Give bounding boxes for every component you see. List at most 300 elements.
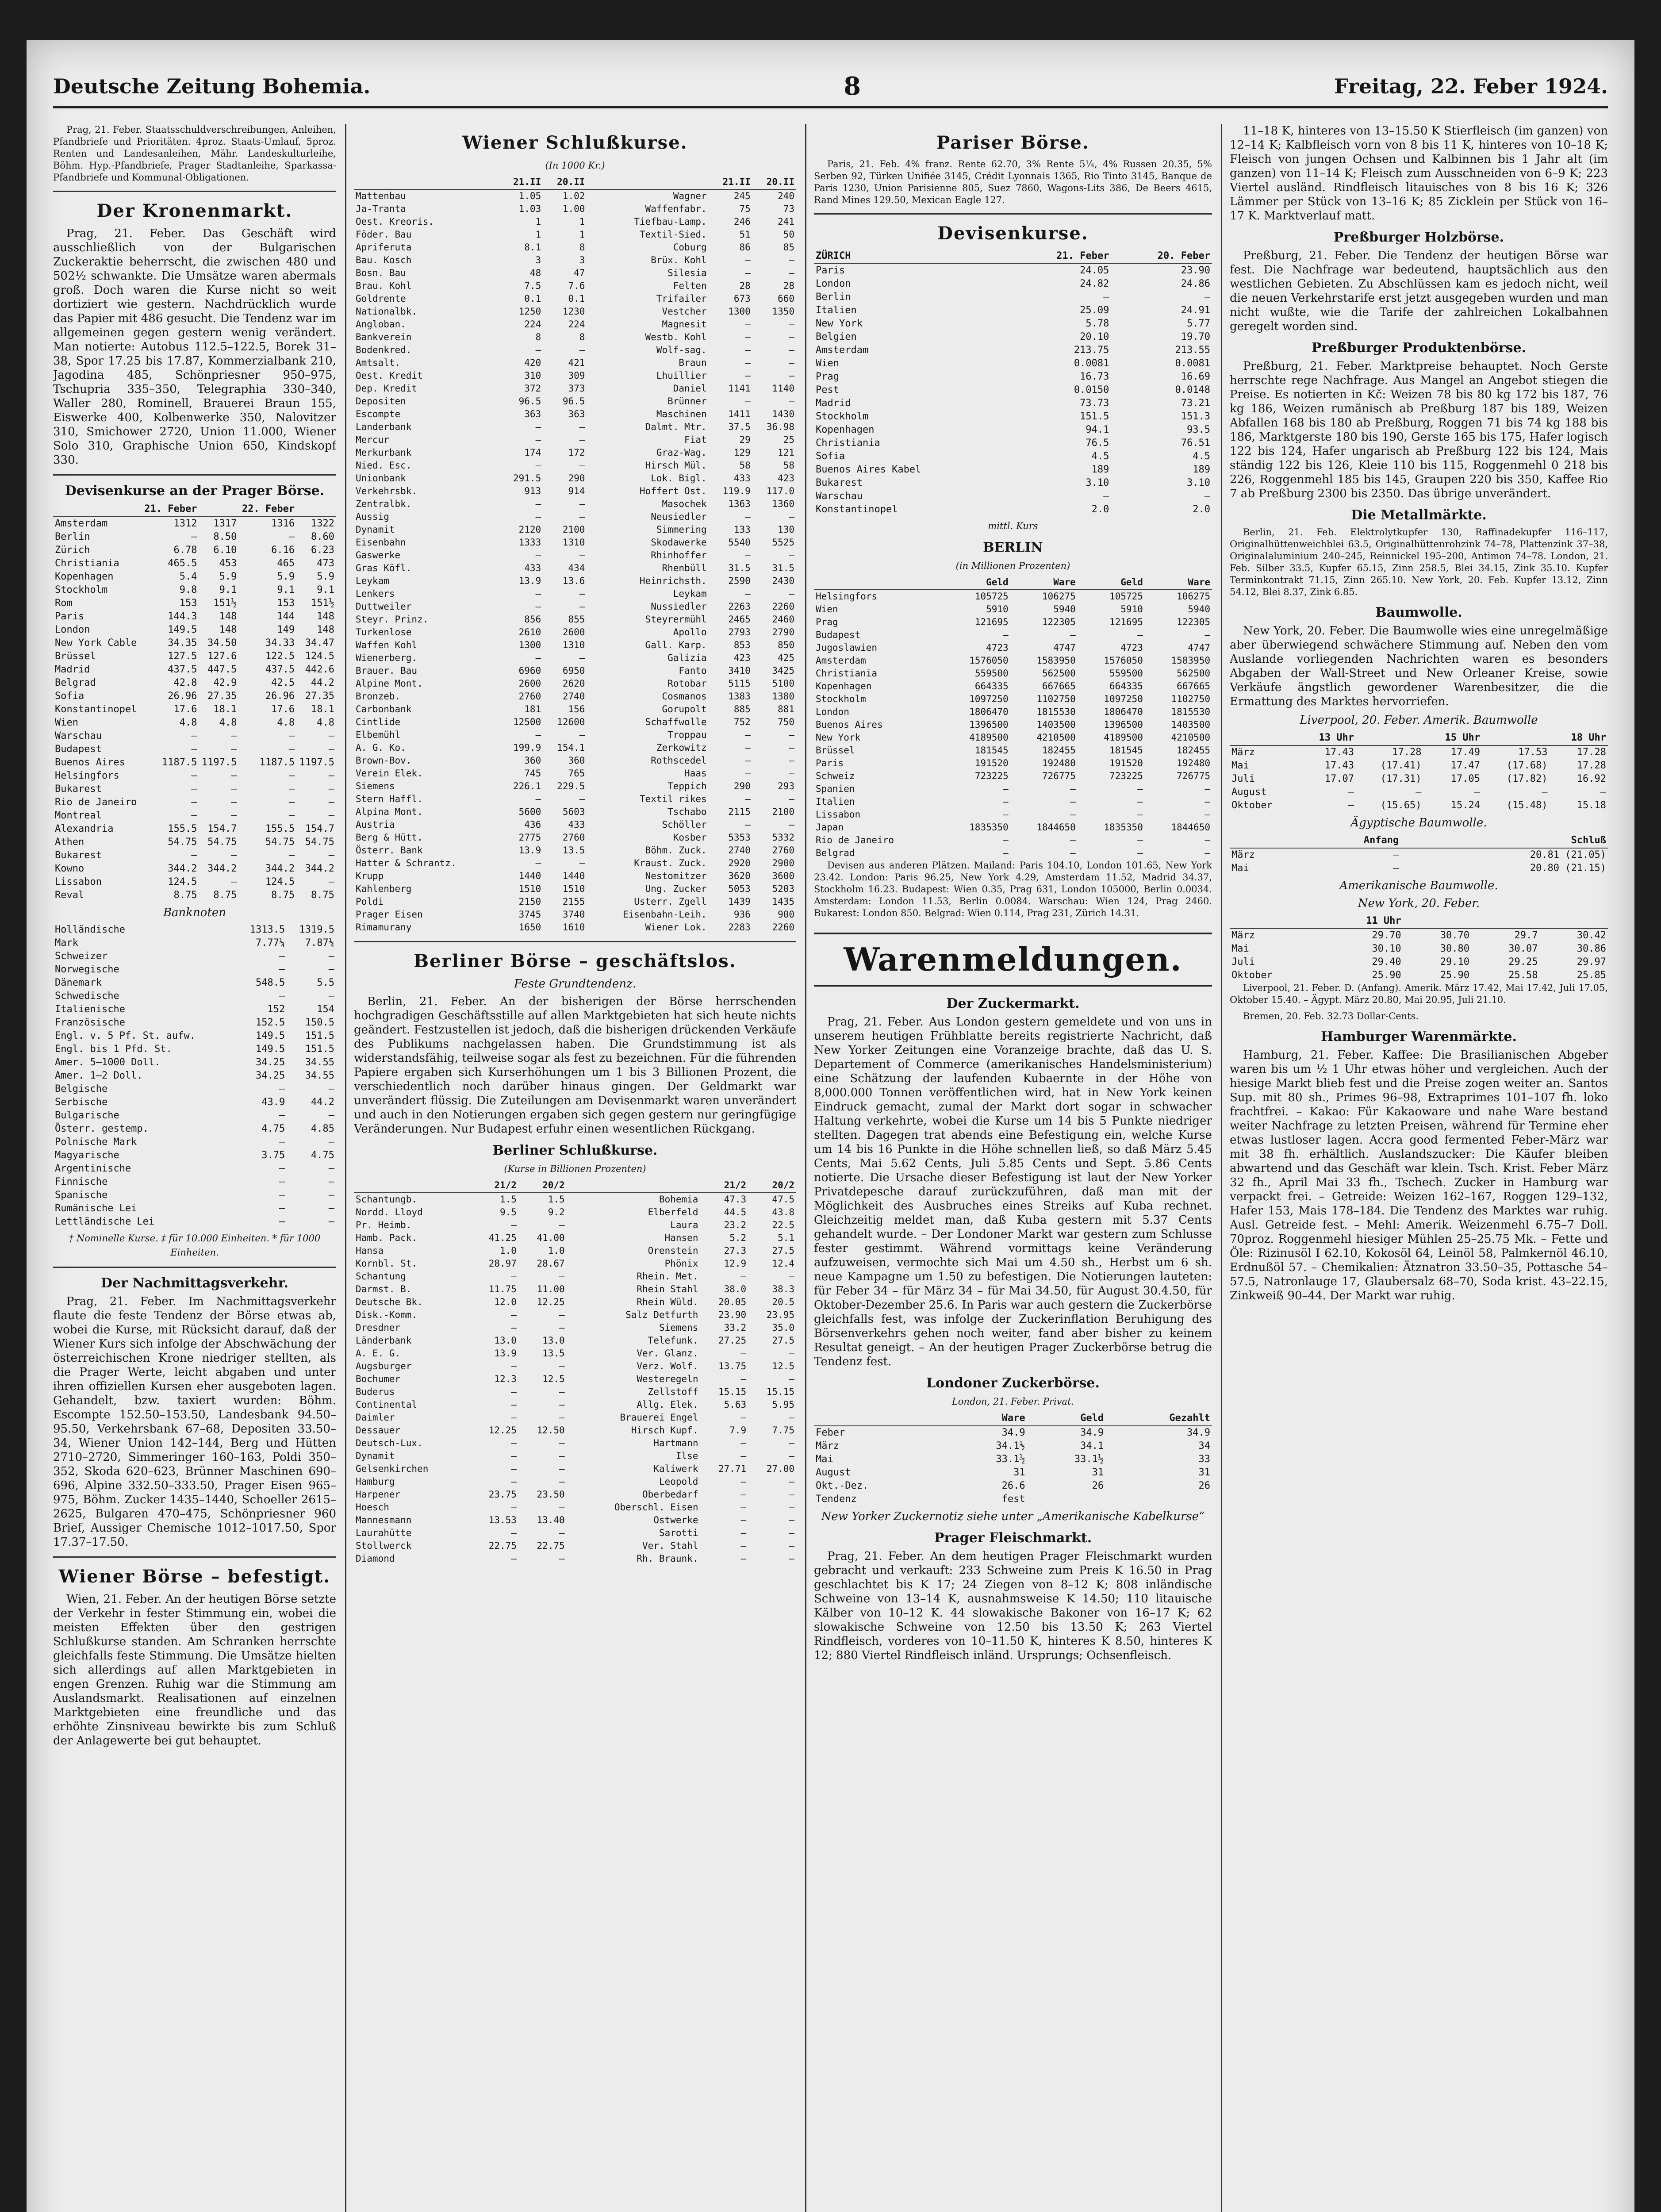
- table-header-cell: Geld: [1027, 1411, 1105, 1426]
- table-cell: 12.5: [542, 1374, 565, 1384]
- table-cell: 5603: [562, 806, 585, 817]
- table-cell: —: [279, 1216, 285, 1227]
- table-cell: 47.3: [724, 1194, 747, 1205]
- table-cell: Laurahütte: [356, 1528, 412, 1538]
- table-row: [354, 318, 796, 331]
- table-row: [354, 767, 796, 780]
- table-cell: 44.2: [311, 677, 334, 688]
- table-row: [354, 716, 796, 729]
- table-cell: Rotobar: [667, 678, 707, 689]
- table-cell: 15.15: [718, 1386, 747, 1397]
- table-cell: Cosmanos: [662, 691, 707, 702]
- table-cell: Maschinen: [656, 409, 707, 419]
- table-cell: Unionbank: [356, 473, 406, 484]
- table-cell: Budapest: [55, 744, 102, 755]
- table-cell: 6.23: [311, 545, 334, 556]
- table-cell: 2590: [728, 576, 751, 586]
- table-cell: Orenstein: [648, 1245, 698, 1256]
- table-cell: 34.50: [207, 637, 237, 649]
- table-cell: 27.25: [718, 1335, 747, 1346]
- table-cell: 8.60: [311, 531, 334, 542]
- table-cell: —: [535, 345, 541, 355]
- table-cell: 13.0: [542, 1335, 565, 1346]
- table-cell: New York: [816, 732, 861, 743]
- table-row: [814, 370, 1212, 384]
- table-cell: Rh. Braunk.: [637, 1553, 698, 1564]
- table-cell: Norwegische: [55, 964, 119, 975]
- table-cell: 2263: [728, 601, 751, 612]
- table-cell: Fiat: [684, 434, 707, 445]
- table-cell: 913: [524, 486, 541, 496]
- table-row: [354, 1206, 796, 1219]
- table-cell: 117.0: [766, 486, 794, 496]
- table-cell: 3.75: [261, 1150, 285, 1161]
- table-cell: 30.80: [1440, 943, 1470, 954]
- table-cell: 4210500: [1171, 732, 1210, 743]
- table-cell: 224: [524, 319, 541, 330]
- table-cell: 1576050: [969, 655, 1009, 666]
- table-cell: 9.1: [277, 584, 295, 595]
- table-cell: Rhein. Met.: [637, 1271, 698, 1282]
- table-cell: 13.5: [542, 1348, 565, 1359]
- table-cell: 4.8: [317, 717, 334, 728]
- table-cell: Sofia: [55, 691, 84, 702]
- table-cell: Stockholm: [816, 411, 869, 422]
- table-row: [354, 806, 796, 818]
- table-cell: —: [745, 255, 751, 265]
- heading-metallmaerkte: Die Metallmärkte.: [1351, 507, 1487, 523]
- table-cell: 465.5: [168, 558, 197, 569]
- table-cell: 2760: [562, 832, 585, 843]
- table-row: [354, 369, 796, 382]
- table-row: [354, 1527, 796, 1540]
- table-cell: 144.3: [168, 611, 197, 622]
- table-cell: 6.10: [213, 545, 237, 556]
- table-cell: —: [328, 964, 334, 975]
- table-cell: —: [191, 531, 197, 542]
- table-cell: Konstantinopel: [55, 704, 137, 715]
- table-cell: —: [579, 422, 585, 432]
- table-header-cell: [567, 1179, 700, 1193]
- table-cell: 12.25: [488, 1425, 517, 1436]
- table-cell: —: [231, 810, 237, 821]
- table-row: [814, 490, 1212, 503]
- table-cell: 473: [317, 558, 334, 569]
- table-cell: 12600: [557, 717, 585, 727]
- table-cell: Siemens: [659, 1322, 698, 1333]
- table-row: [354, 395, 796, 408]
- table-cell: 25.58: [1508, 970, 1538, 981]
- table-cell: 152: [267, 1004, 285, 1015]
- table-cell: 360: [524, 755, 541, 766]
- table-row: [354, 1270, 796, 1283]
- table-cell: 41.25: [488, 1233, 517, 1243]
- table-cell: Paris: [816, 265, 845, 276]
- table-cell: Oktober: [1231, 970, 1273, 981]
- table-cell: Wien: [55, 717, 78, 728]
- table-row: [53, 1136, 336, 1149]
- table-cell: Tiefbau-Lamp.: [634, 216, 707, 227]
- table-row: [354, 1386, 796, 1398]
- table-cell: —: [740, 1515, 747, 1525]
- table-row: [354, 1334, 796, 1347]
- table-cell: Engl. bis 1 Pfd. St.: [55, 1044, 172, 1055]
- table-cell: —: [745, 742, 751, 753]
- table-cell: 5940: [1053, 604, 1076, 614]
- table-cell: —: [789, 396, 794, 407]
- table-cell: —: [789, 1476, 794, 1487]
- table-cell: 1102750: [1036, 694, 1076, 704]
- table-cell: A. G. Ko.: [356, 742, 406, 753]
- table-row: [814, 603, 1212, 616]
- table-cell: Oberschl. Eisen: [614, 1502, 698, 1513]
- table-cell: 13.9: [494, 1348, 517, 1359]
- table-header-cell: 21.II: [709, 175, 752, 189]
- table-cell: —: [328, 1163, 334, 1174]
- table-cell: 29.97: [1577, 956, 1606, 968]
- table-cell: Aussig: [356, 511, 389, 522]
- table-cell: Nationalbk.: [356, 306, 418, 317]
- table-cell: 189: [1193, 464, 1210, 475]
- table-cell: 44.2: [311, 1097, 334, 1108]
- table-cell: —: [789, 768, 794, 779]
- table-cell: 17.28: [1392, 747, 1422, 758]
- table-cell: Hirsch Kupf.: [631, 1425, 698, 1436]
- table-cell: 213.75: [1074, 345, 1109, 356]
- table-cell: Kopenhagen: [55, 571, 114, 582]
- table-cell: 0.0081: [1175, 358, 1210, 369]
- table-cell: —: [789, 1515, 794, 1525]
- table-cell: Merkurbank: [356, 447, 412, 458]
- table-cell: 5540: [728, 537, 751, 548]
- table-cell: Masochek: [662, 499, 707, 509]
- table-cell: 1835350: [969, 822, 1009, 833]
- table-cell: 2100: [562, 524, 585, 535]
- table-cell: 17.07: [1324, 773, 1354, 784]
- table-cell: —: [1205, 848, 1210, 858]
- table-cell: 15.15: [766, 1386, 794, 1397]
- table-cell: —: [579, 730, 585, 740]
- table-cell: —: [789, 1540, 794, 1551]
- table-cell: 246: [733, 216, 751, 227]
- table-cell: —: [789, 730, 794, 740]
- table-cell: —: [279, 1203, 285, 1214]
- table-cell: 182455: [1042, 745, 1076, 756]
- table-cell: 34.1: [1080, 1440, 1104, 1452]
- table-cell: 13.75: [718, 1361, 747, 1371]
- heading-amerik-baumwolle: Amerikanische Baumwolle.: [1339, 879, 1498, 892]
- table-cell: 453: [219, 558, 237, 569]
- table-cell: 1430: [772, 409, 794, 419]
- table-cell: Dep. Kredit: [356, 383, 418, 394]
- table-cell: Berlin: [816, 292, 851, 303]
- table-cell: Böhm. Zuck.: [645, 845, 707, 856]
- article-pariser-boerse: Paris, 21. Feb. 4% franz. Rente 62.70, 3% Rente 5¼, 4% Russen 20.35, 5% Serben 92, Türken Unifiée 3145, Crédit Lyonnais 1365, Rio Tinto 3145, Banque de Paris 1230, Union Parisienne 805, Suez 7860, Wagons-Lits 386, De Beers 4615, Rand Mines 129.50, Mexican Eagle 127.: [814, 159, 1212, 205]
- table-cell: 4.8: [179, 717, 197, 728]
- table-row: [1230, 745, 1608, 759]
- table-cell: 885: [733, 704, 751, 714]
- table-cell: Mai: [1231, 863, 1249, 874]
- table-row: [53, 650, 336, 663]
- table-cell: 344.2: [265, 863, 295, 874]
- table-cell: —: [191, 770, 197, 781]
- berlin-devisen-table: [814, 576, 1212, 860]
- table-cell: —: [579, 858, 585, 868]
- table-cell: —: [559, 1310, 565, 1320]
- table-row: [53, 557, 336, 570]
- table-cell: 4.75: [311, 1150, 334, 1161]
- table-cell: Steyrermühl: [645, 614, 707, 625]
- table-cell: —: [789, 1412, 794, 1423]
- article-wiener-boerse: Wien, 21. Feber. An der heutigen Börse setzte der Verkehr in fester Stimmung ein, wobei die meisten Effekten über den gestrigen Schlußkurse standen. Am Schranken herrschte gleichfalls feste Stimmung. Die Umsätze hielten sich allerdings auf allen Marktgebieten in engen Grenzen. Ruhig war die Stimmung am Auslandsmarkt. Realisationen auf einzelnen Marktgebieten eine freundliche und das erhöhte Zinsniveau bewirkte bis zum Schluß der Anlagewerte bei gut behauptet.: [53, 1593, 336, 1747]
- table-cell: 1300: [728, 306, 751, 317]
- table-cell: —: [535, 434, 541, 445]
- column-4: [1230, 124, 1608, 2212]
- table-cell: Konstantinopel: [816, 504, 898, 515]
- table-cell: Hamburg: [356, 1476, 395, 1487]
- table-cell: 15.18: [1577, 800, 1606, 811]
- table-cell: —: [740, 1528, 747, 1538]
- table-cell: 22.75: [488, 1540, 517, 1551]
- table-cell: 1380: [772, 691, 794, 702]
- table-row: [814, 808, 1212, 821]
- table-cell: 17.53: [1518, 747, 1548, 758]
- table-cell: 96.5: [518, 396, 541, 407]
- table-cell: 153: [277, 598, 295, 609]
- table-cell: 33.1½: [996, 1454, 1025, 1465]
- table-row: [53, 1056, 336, 1069]
- table-cell: Hamb. Pack.: [356, 1233, 418, 1243]
- table-cell: Kopenhagen: [816, 424, 875, 435]
- table-cell: —: [579, 511, 585, 522]
- table-cell: fest: [1001, 1494, 1025, 1505]
- table-cell: 8.75: [271, 890, 295, 901]
- table-cell: —: [231, 876, 237, 887]
- table-cell: 4189500: [1104, 732, 1143, 743]
- table-cell: —: [1070, 783, 1076, 794]
- heading-berliner-schlusskurse: Berliner Schlußkurse.: [492, 1143, 658, 1158]
- table-row: [354, 189, 796, 203]
- heading-banknoten: Banknoten: [163, 906, 226, 919]
- table-cell: 31.5: [728, 563, 751, 573]
- table-cell: Tschabo: [667, 806, 707, 817]
- table-cell: 1097250: [969, 694, 1009, 704]
- column-rule: [805, 124, 806, 2212]
- table-cell: 9.2: [548, 1207, 565, 1217]
- table-cell: —: [279, 991, 285, 1002]
- table-cell: 423: [733, 653, 751, 663]
- table-cell: 7.5: [524, 280, 541, 291]
- table-header-cell: Ware: [1010, 576, 1078, 590]
- table-cell: 1310: [562, 537, 585, 548]
- table-cell: 559500: [974, 668, 1009, 679]
- table-cell: 1.5: [500, 1194, 517, 1205]
- table-cell: 25.85: [1577, 970, 1606, 981]
- table-cell: 29.25: [1508, 956, 1538, 968]
- table-cell: 344.2: [207, 863, 237, 874]
- table-cell: 1: [535, 216, 541, 227]
- table-cell: 765: [568, 768, 585, 779]
- table-cell: 152.5: [255, 1017, 285, 1028]
- table-cell: —: [328, 744, 334, 755]
- table-cell: Buderus: [356, 1386, 395, 1397]
- table-cell: —: [740, 1412, 747, 1423]
- table-cell: 1396500: [1104, 719, 1143, 730]
- table-cell: 1806470: [969, 707, 1009, 717]
- table-cell: Mai: [1231, 943, 1249, 954]
- table-cell: —: [579, 345, 585, 355]
- table-cell: Länderbank: [356, 1335, 412, 1346]
- table-cell: 20.5: [772, 1297, 794, 1307]
- table-cell: Bukarest: [55, 850, 102, 861]
- table-cell: Schantungb.: [356, 1194, 418, 1205]
- table-header-cell: Schluß: [1400, 833, 1608, 848]
- table-cell: Zentralbk.: [356, 499, 412, 509]
- table-cell: 149: [277, 624, 295, 635]
- table-cell: Troppau: [667, 730, 707, 740]
- table-cell: 20.10: [1080, 331, 1109, 342]
- table-row: [53, 1016, 336, 1029]
- table-cell: —: [511, 1386, 517, 1397]
- table-cell: 189: [1091, 464, 1109, 475]
- table-cell: 750: [778, 717, 794, 727]
- table-cell: 433: [524, 563, 541, 573]
- bremen-note: Bremen, 20. Feb. 32.73 Dollar-Cents.: [1243, 1011, 1419, 1022]
- table-row: [53, 976, 336, 990]
- table-cell: Belgische: [55, 1083, 108, 1094]
- table-cell: 6.16: [271, 545, 295, 556]
- table-row: [354, 1244, 796, 1257]
- table-cell: 2760: [518, 691, 541, 702]
- table-row: [354, 472, 796, 485]
- table-cell: Laura: [670, 1220, 698, 1230]
- table-cell: 1815530: [1036, 707, 1076, 717]
- table-cell: —: [740, 1476, 747, 1487]
- table-cell: —: [288, 810, 295, 821]
- table-row: [53, 637, 336, 650]
- table-cell: Schwedische: [55, 991, 119, 1002]
- wiener-schlusskurse-table: [354, 175, 796, 934]
- table-cell: 121695: [974, 617, 1009, 627]
- table-cell: Magyarische: [55, 1150, 119, 1161]
- table-cell: —: [1204, 292, 1210, 303]
- table-cell: 1583950: [1171, 655, 1210, 666]
- table-cell: 25.90: [1372, 970, 1401, 981]
- table-cell: Darmst. B.: [356, 1284, 412, 1294]
- table-cell: 148: [317, 624, 334, 635]
- table-row: [53, 1202, 336, 1215]
- foreign-exchange-notes: Devisen aus anderen Plätzen. Mailand: Paris 104.10, London 101.65, New York 23.42. London: Paris 96.25, New York 4.29, Amsterdam 11.52, Madrid 34.37, Stockholm 16.23. Budapest: Wien 0.35, Prag 631, London 105000, Berlin 0.0034. Amsterdam: London 11.53, Berlin 0.0084. Warschau: Wien 124, Prag 2460. Bukarest: London 850. Belgrad: Wien 0.114, Prag 231, Zürich 14.31.: [814, 860, 1212, 918]
- table-cell: Gelsenkirchen: [356, 1463, 429, 1474]
- table-header-cell: 20. Feber: [1111, 249, 1212, 264]
- table-cell: 1576050: [1104, 655, 1143, 666]
- table-row: [53, 597, 336, 610]
- table-row: [354, 331, 796, 344]
- table-cell: Kahlenberg: [356, 883, 412, 894]
- table-cell: Dynamit: [356, 1451, 395, 1461]
- table-cell: Textil-Sied.: [639, 229, 707, 240]
- table-cell: 290: [733, 781, 751, 791]
- table-cell: Stockholm: [816, 694, 866, 704]
- table-cell: Diamond: [356, 1553, 395, 1564]
- table-cell: 124.5: [305, 651, 334, 662]
- article-nachmittag: Prag, 21. Feber. Im Nachmittagsverkehr flaute die feste Tendenz der Börse etwas ab, wobei die Kurse, mit Rücksicht darauf, daß der Wiener Kurs sich infolge der Abschwächung der österreichischen Krone niedriger stellten, als die Prager Werte, leicht abgaben und unter ihren offiziellen Kursen eher ausgeboten lagen. Gehandelt, bzw. taxiert wurden: Böhm. Escompte 152.50–153.50, Landesbank 94.50–95.50, Verkehrsbank 67–68, Depositen 33.50–34, Wiener Union 142–144, Berg und Hütten 2710–2720, Simmeringer 160–163, Poldi 350–352, Skoda 620–623, Brünner Maschinen 690–696, Alpine 332.50–333.50, Prager Eisen 965–975, Böhm. Zucker 1435–1440, Schoeller 2615–2625, Bulgaren 470–475, Schönpriesner 960 Brief, Aussiger Chemische 1012–1017.50, Spor 17.37–17.50.: [53, 1295, 336, 1549]
- table-cell: 34: [1198, 1440, 1210, 1452]
- table-cell: —: [789, 1438, 794, 1448]
- table-cell: —: [1204, 491, 1210, 502]
- table-cell: Okt.-Dez.: [816, 1480, 869, 1491]
- table-cell: 2430: [772, 576, 794, 586]
- heading-aegypt-baumwolle: Ägyptische Baumwolle.: [1350, 816, 1487, 830]
- table-cell: 310: [524, 370, 541, 381]
- table-cell: —: [745, 819, 751, 830]
- table-cell: 181545: [974, 745, 1009, 756]
- table-cell: Alexandria: [55, 823, 114, 834]
- table-cell: 1650: [518, 922, 541, 933]
- table-header-cell: [1540, 914, 1608, 929]
- table-row: [814, 1466, 1212, 1479]
- table-cell: 1844650: [1171, 822, 1210, 833]
- table-cell: —: [511, 1220, 517, 1230]
- table-row: [354, 228, 796, 241]
- table-row: [354, 639, 796, 652]
- zurich-subtitle: mittl. Kurs: [988, 521, 1038, 531]
- table-cell: —: [279, 964, 285, 975]
- table-cell: —: [511, 1463, 517, 1474]
- table-header-cell: [814, 1411, 948, 1426]
- table-cell: 127.6: [207, 651, 237, 662]
- table-cell: 25: [783, 434, 794, 445]
- table-row: [53, 1162, 336, 1175]
- table-cell: Alpina Mont.: [356, 806, 423, 817]
- table-cell: Krupp: [356, 871, 384, 881]
- banknoten-table: [53, 923, 336, 1229]
- table-cell: 853: [733, 640, 751, 650]
- table-cell: Belgrad: [55, 677, 96, 688]
- table-cell: Ilse: [675, 1451, 698, 1461]
- table-cell: —: [1205, 809, 1210, 820]
- table-cell: Leykam: [356, 576, 389, 586]
- table-row: [1230, 786, 1608, 799]
- table-cell: 240: [778, 191, 794, 201]
- table-cell: New York Cable: [55, 637, 137, 649]
- table-cell: 1312: [173, 518, 197, 529]
- table-cell: Spanien: [816, 783, 855, 794]
- table-cell: 442.6: [305, 664, 334, 675]
- table-cell: Amsterdam: [55, 518, 108, 529]
- table-cell: 3: [579, 255, 585, 265]
- table-cell: —: [789, 1374, 794, 1384]
- table-cell: Waffenfabr.: [645, 204, 707, 214]
- table-cell: Oest. Kredit: [356, 370, 423, 381]
- table-cell: Depositen: [356, 396, 406, 407]
- table-cell: 5.77: [1187, 318, 1210, 329]
- table-cell: 1230: [562, 306, 585, 317]
- table-cell: —: [745, 332, 751, 342]
- table-cell: 2740: [562, 691, 585, 702]
- table-cell: Phönix: [664, 1258, 698, 1269]
- table-cell: 12.50: [537, 1425, 565, 1436]
- table-row: [814, 437, 1212, 450]
- table-cell: —: [288, 744, 295, 755]
- table-row: [53, 769, 336, 783]
- table-cell: 106275: [1042, 591, 1076, 602]
- table-cell: —: [559, 1438, 565, 1448]
- table-cell: 1141: [728, 383, 751, 394]
- table-cell: 29.10: [1440, 956, 1470, 968]
- table-cell: Zerkowitz: [656, 742, 707, 753]
- table-row: [814, 757, 1212, 770]
